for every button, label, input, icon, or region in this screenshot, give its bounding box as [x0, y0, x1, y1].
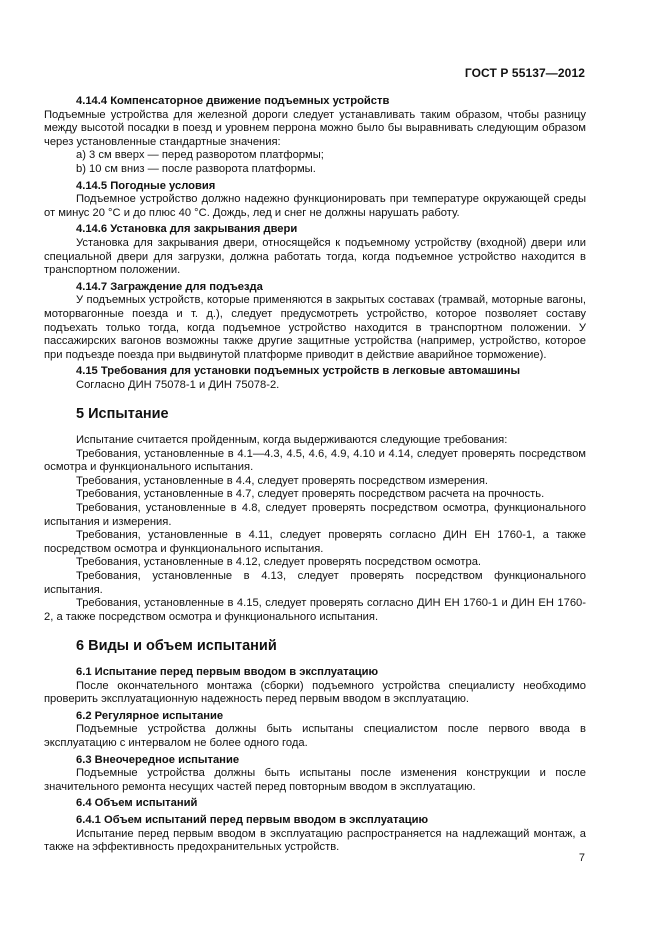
- subsection-heading: 6.4 Объем испытаний: [76, 797, 198, 810]
- paragraph: После окончательного монтажа (сборки) подъемного устройства специалисту необходимо проверить эксплуатационную надежность перед первым вводом в эксплуатацию.: [44, 679, 586, 706]
- paragraph: Требования, установленные в 4.13, следует проверять посредством функционального испытания.: [44, 570, 586, 596]
- paragraph: Требования, установленные в 4.11, следует проверять согласно ДИН ЕН 1760-1, а также посредством осмотра и функционального испытания.: [44, 529, 586, 555]
- subsection-heading: 6.2 Регулярное испытание: [76, 709, 224, 722]
- subsection-heading: 4.14.7 Заграждение для подъезда: [76, 280, 263, 293]
- paragraph: У подъемных устройств, которые применяются в закрытых составах (трамвай, моторные вагоны, моторвагонные поезда и т. д.), следует предусмотреть устройство, которое позволяет составу подъехать только тогда, когда подъемное устройство находится в транспортном положении. У пассажирских вагонов возможны также другие защитные устройства (например, устройство, которое при подъезде поезда при выдвинутой платформе приводит в действие аварийное торможение).: [44, 294, 586, 361]
- document-body: [44, 92, 586, 855]
- paragraph: Требования, установленные в 4.7, следует проверять посредством расчета на прочность.: [76, 488, 545, 501]
- paragraph: Требования, установленные в 4.12, следует проверять посредством осмотра.: [76, 556, 482, 569]
- subsection-heading: 6.3 Внеочередное испытание: [76, 753, 240, 766]
- paragraph: Подъемные устройства должны быть испытаны специалистом после первого ввода в эксплуатацию с интервалом не более одного года.: [44, 723, 586, 749]
- paragraph: Испытание перед первым вводом в эксплуатацию распространяется на надлежащий монтаж, а также на эффективность предохранительных устройств.: [44, 827, 586, 854]
- paragraph: Согласно ДИН 75078-1 и ДИН 75078-2.: [76, 378, 280, 391]
- subsection-heading: 4.15 Требования для установки подъемных устройств в легковые автомашины: [76, 365, 521, 378]
- paragraph: Требования, установленные в 4.15, следует проверять согласно ДИН ЕН 1760-1 и ДИН ЕН 1760-2, а также посредством осмотра и функционального испытания.: [44, 597, 586, 623]
- section-heading: 5 Испытание: [76, 406, 169, 423]
- paragraph: Установка для закрывания двери, относящейся к подъемному устройству (входной) двери или специальной двери для загрузки, должна работать тогда, когда подъемное устройство находится в транспортном положении.: [44, 236, 586, 277]
- subsection-heading: 4.14.5 Погодные условия: [76, 179, 216, 192]
- paragraph: Подъемные устройства для железной дороги следует устанавливать таким образом, чтобы разницу между высотой посадки в поезд и уровнем перрона можно было бы выравнивать следующим образом через установленные стандартные значения:: [44, 108, 586, 148]
- paragraph: Требования, установленные в 4.8, следует проверять посредством осмотра, функционального испытания и измерения.: [44, 502, 586, 528]
- document-header-id: ГОСТ Р 55137—2012: [464, 66, 585, 80]
- paragraph: Подъемное устройство должно надежно функционировать при температуре окружающей среды от минус 20 °С и до плюс 40 °С. Дождь, лед и снег не должны нарушать работу.: [44, 193, 586, 219]
- paragraph: Требования, установленные в 4.1—4.3, 4.5, 4.6, 4.9, 4.10 и 4.14, следует проверять посредством осмотра и функционального испытания.: [44, 447, 586, 474]
- subsection-heading: 6.1 Испытание перед первым вводом в эксплуатацию: [76, 665, 379, 678]
- paragraph: Испытание считается пройденным, когда выдерживаются следующие требования:: [76, 434, 508, 447]
- section-heading: 6 Виды и объем испытаний: [76, 638, 277, 655]
- page-number: 7: [578, 852, 585, 864]
- list-item: b) 10 см вниз — после разворота платформы.: [76, 162, 316, 175]
- paragraph: Подъемные устройства должны быть испытаны после изменения конструкции и после значительного ремонта несущих частей перед повторным вводом в эксплуатацию.: [44, 767, 586, 793]
- subsection-heading: 4.14.4 Компенсаторное движение подъемных устройств: [76, 95, 390, 107]
- paragraph: Требования, установленные в 4.4, следует проверять посредством измерения.: [76, 474, 488, 487]
- subsection-heading: 4.14.6 Установка для закрывания двери: [76, 223, 298, 236]
- subsection-heading: 6.4.1 Объем испытаний перед первым вводом в эксплуатацию: [76, 813, 429, 826]
- list-item: a) 3 см вверх — перед разворотом платформы;: [76, 149, 324, 162]
